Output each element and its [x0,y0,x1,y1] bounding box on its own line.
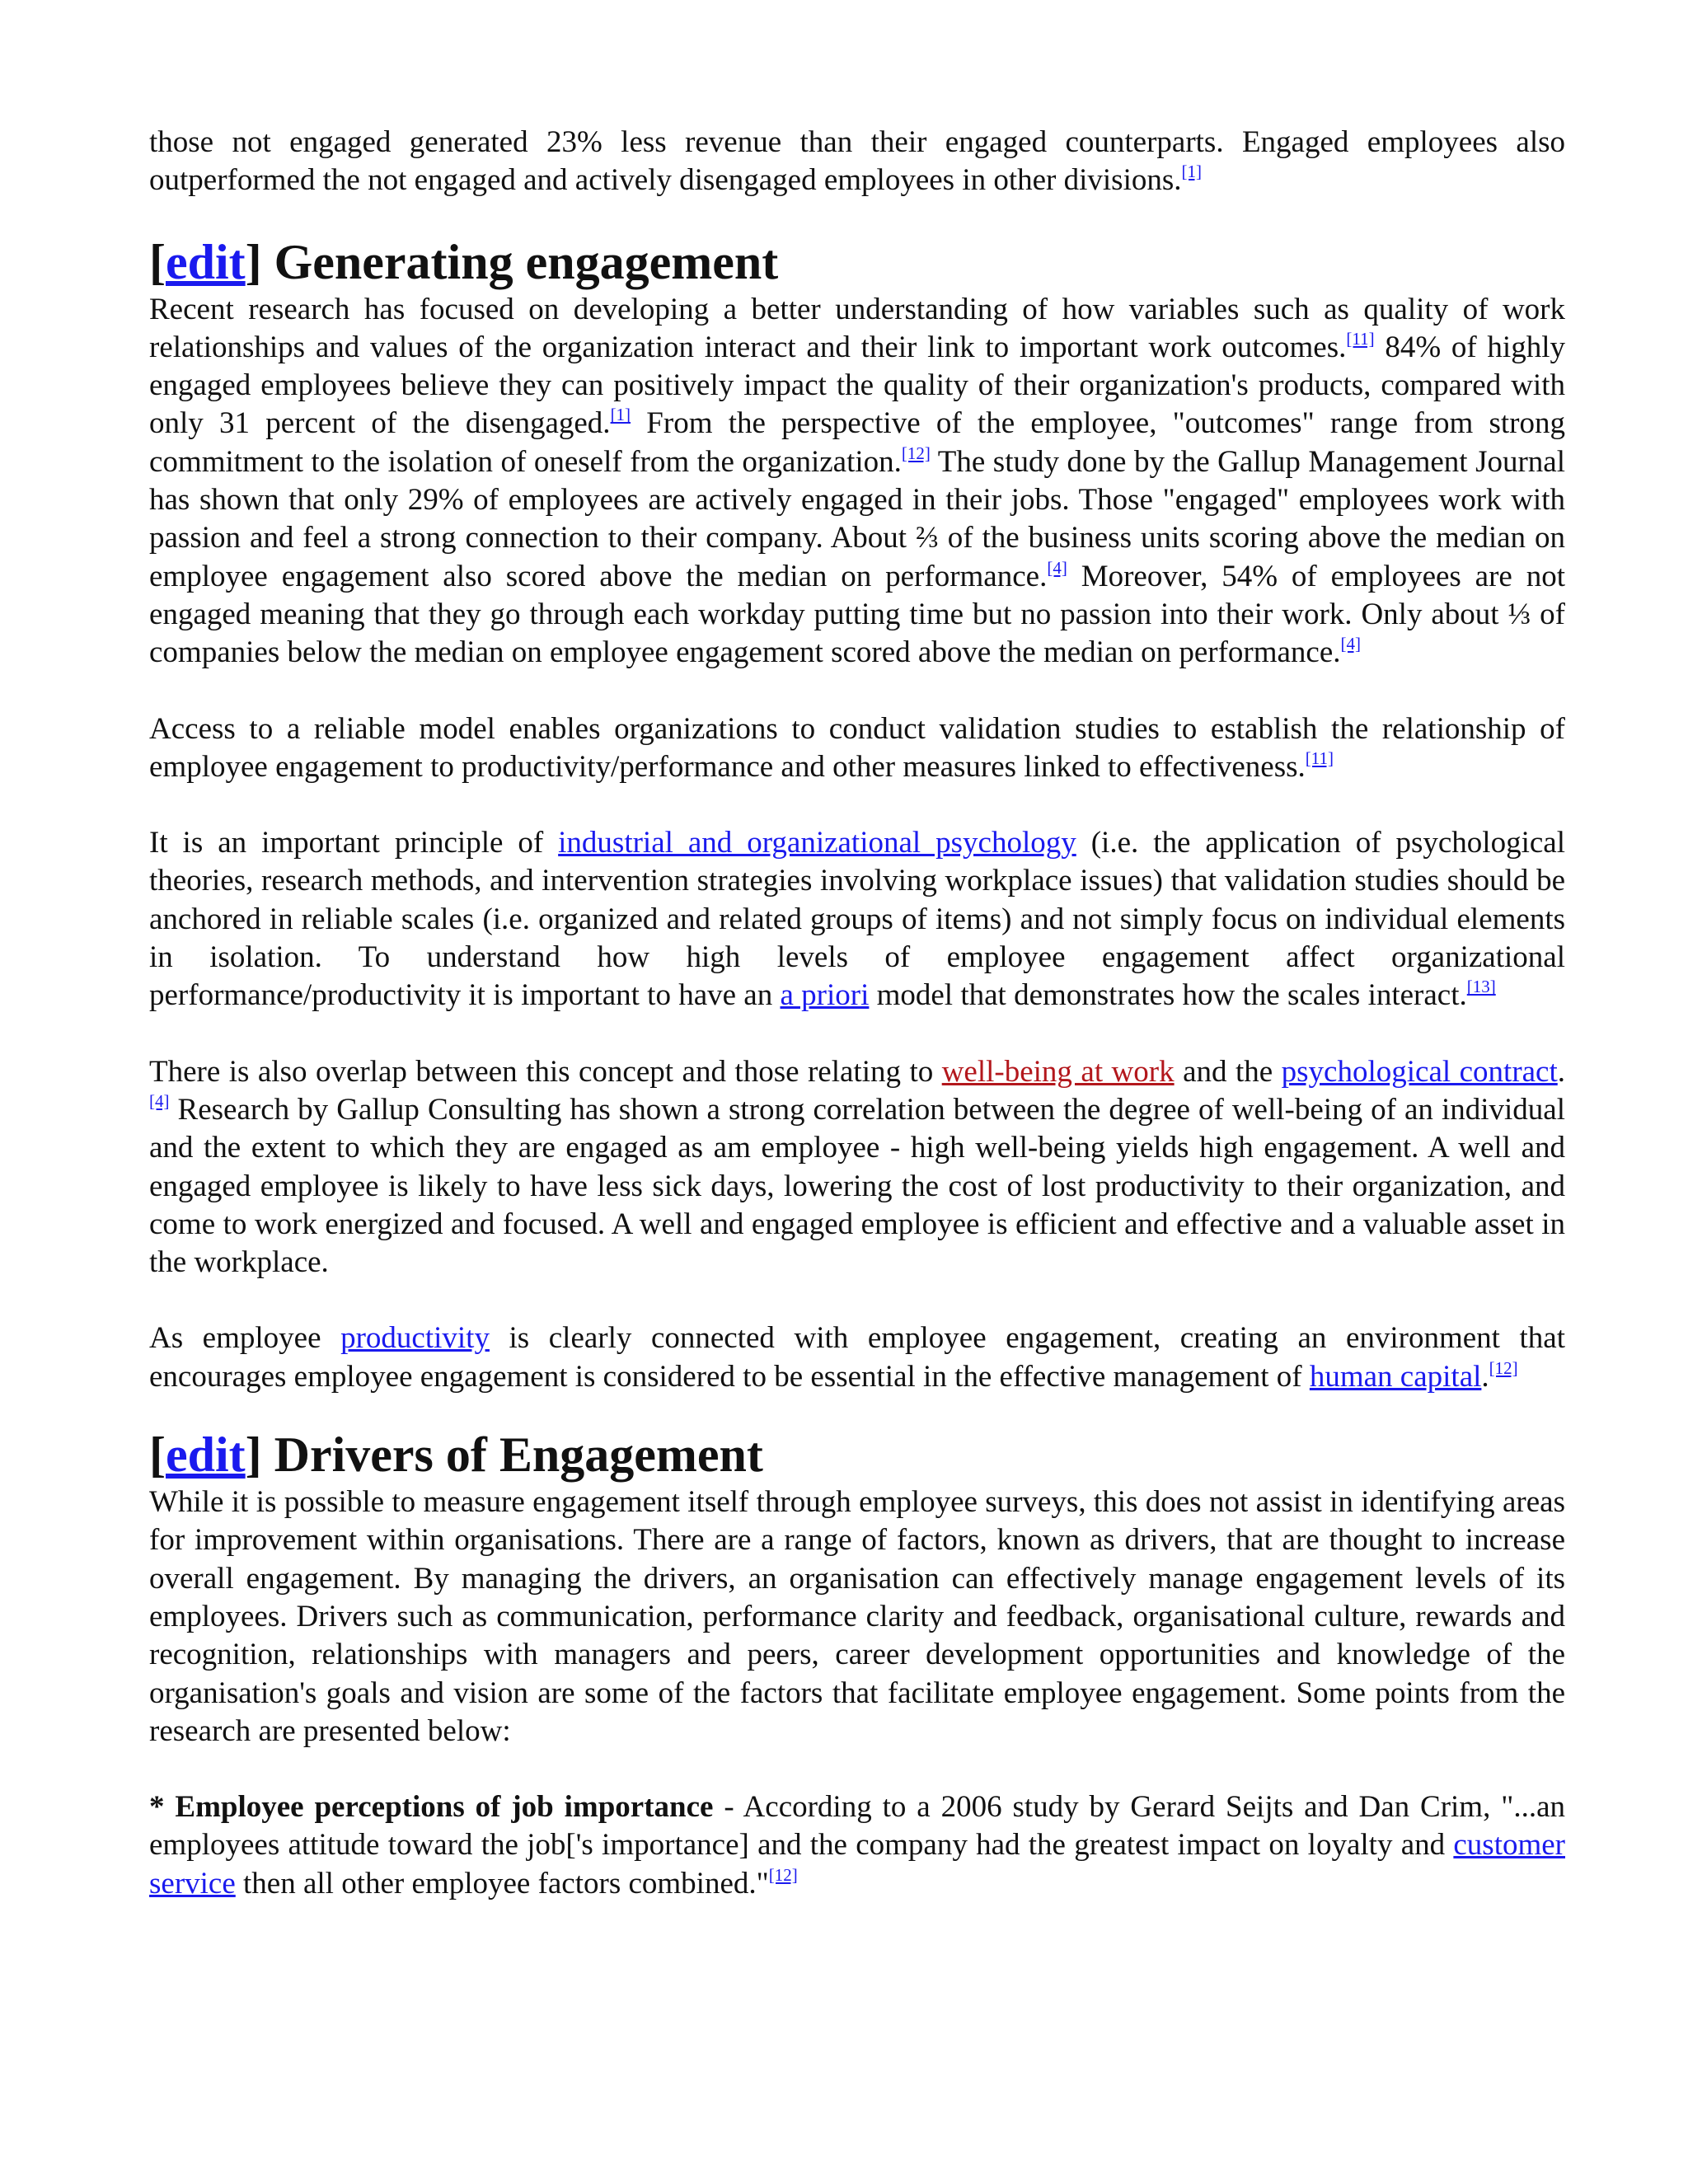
citation-link[interactable]: [13] [1466,977,1496,997]
edit-bracket-open: [ [149,234,166,289]
paragraph-model [149,710,1565,787]
citation[interactable] [1346,329,1374,349]
paragraph-drivers [149,1483,1565,1750]
paragraph-job-importance [149,1788,1565,1903]
citation-link[interactable]: [12] [901,443,931,463]
citation-link[interactable]: [1] [1181,162,1203,182]
edit-link[interactable]: edit [165,234,246,289]
paragraph-text: Access to a reliable model enables organizations to conduct validation studies to establish the relationship of employee engagement to productivity/performance and other measures linked to effectiveness. [149,711,1565,784]
edit-bracket-open: [ [149,1427,166,1483]
link-industrial-organizational-psychology[interactable]: industrial and organizational psychology [558,826,1076,860]
paragraph-text: Moreover, 54% of employees are not engaged meaning that they go through each workday putting time but no passion into their work. Only about ⅓ of companies below the median on employee engagement scored above the median on performance. [149,559,1565,670]
citation[interactable] [1489,1358,1518,1378]
link-psychological-contract[interactable]: psychological contract [1281,1054,1558,1089]
citation[interactable] [149,1091,170,1111]
citation-link[interactable]: [12] [768,1864,798,1885]
citation-link[interactable]: [11] [1305,748,1334,768]
citation-link[interactable]: [4] [149,1090,170,1111]
paragraph-principle [149,824,1565,1015]
paragraph-text: those not engaged generated 23% less revenue than their engaged counterparts. Engaged employees also outperformed the not engaged and actively disengaged employees in other divisions. [149,125,1565,198]
paragraph-text: The study done by the Gallup Management Journal has shown that only 29% of employees are actively engaged in their jobs. Those "engaged" employees work with passion and feel a strong connection to their company. About ⅔ of the business units scoring above the median on employee engagement also scored above the median on performance. [149,444,1565,593]
article-body [149,124,1565,1903]
paragraph-text: - According to a 2006 study by Gerard Seijts and Dan Crim, "...an employees attitude toward the job['s importance] and the company had the greatest impact on loyalty and [149,1790,1565,1863]
paragraph-text: (i.e. the application of psychological theories, research methods, and intervention strategies involving workplace issues) that validation studies should be anchored in reliable scales (i.e. organized and related groups of items) and not simply focus on individual elements in isolation. To understand how high levels of employee engagement affect organizational performance/productivity it is important to have an [149,826,1565,1013]
citation[interactable] [1306,748,1334,768]
citation[interactable] [769,1865,798,1885]
paragraph-text: From the perspective of the employee, "outcomes" range from strong commitment to the isolation of oneself from the organization. [149,406,1565,479]
link-well-being-at-work[interactable]: well-being at work [941,1054,1175,1089]
paragraph-text: then all other employee factors combined." [235,1866,769,1900]
section-heading-drivers-of-engagement [149,1426,1565,1483]
paragraph-productivity [149,1319,1565,1396]
section-title: Drivers of Engagement [274,1427,763,1483]
link-human-capital[interactable]: human capital [1309,1359,1482,1394]
citation[interactable] [1341,634,1362,654]
citation-link[interactable]: [4] [1047,557,1067,578]
citation[interactable] [1047,558,1067,578]
edit-link[interactable]: edit [165,1427,246,1483]
bullet-heading: * Employee perceptions of job importance [149,1790,714,1825]
citation-1[interactable] [1182,162,1203,181]
citation[interactable] [1467,977,1496,996]
edit-bracket-close: ] [245,1427,274,1483]
citation-link[interactable]: [1] [610,405,631,425]
paragraph-text: While it is possible to measure engagement itself through employee surveys, this does not assist in identifying areas for improvement within organisations. There are a range of factors, known as drivers, that are thought to increase overall engagement. By managing the drivers, an organisation can effectively manage engagement levels of its employees. Drivers such as communication, performance clarity and feedback, organisational culture, rewards and recognition, relationships with managers and peers, career development opportunities and knowledge of the organisation's goals and vision are some of the factors that facilitate employee engagement. Some points from the research are presented below: [149,1485,1565,1748]
paragraph-text: is clearly connected with employee engagement, creating an environment that encourages employee engagement is considered to be essential in the effective management of [149,1321,1565,1394]
paragraph-text: model that demonstrates how the scales interact. [869,978,1467,1013]
paragraph-text: Research by Gallup Consulting has shown a strong correlation between the degree of well-being of an individual and the extent to which they are engaged as am employee - high well-being yields high engagement. A well and engaged employee is likely to have less sick days, lowering the cost of lost productivity to their organization, and come to work energized and focused. A well and engaged employee is efficient and effective and a valuable asset in the workplace. [149,1092,1565,1280]
paragraph-text: It is an important principle of [149,826,559,860]
citation-link[interactable]: [4] [1340,634,1362,654]
paragraph-text: and the [1174,1054,1282,1089]
edit-bracket-close: ] [245,234,274,289]
paragraph-text: . [1481,1359,1489,1394]
paragraph-text: 84% of highly engaged employees believe they can positively impact the quality of their organization's products, compared with only 31 percent of the disengaged. [149,330,1565,441]
paragraph-research [149,291,1565,673]
paragraph-overlap [149,1053,1565,1282]
link-productivity[interactable]: productivity [340,1321,490,1356]
section-title: Generating engagement [274,234,779,289]
paragraph-text: As employee [149,1321,341,1356]
link-a-priori[interactable]: a priori [780,978,870,1013]
section-heading-generating-engagement [149,233,1565,291]
citation-link[interactable]: [12] [1489,1357,1518,1378]
paragraph-text: . [1557,1054,1566,1089]
link-customer-service[interactable]: customer service [149,1828,1565,1900]
citation[interactable] [902,443,931,463]
citation[interactable] [611,405,631,424]
intro-paragraph [149,124,1565,200]
paragraph-text: There is also overlap between this concept and those relating to [149,1054,942,1089]
citation-link[interactable]: [11] [1346,328,1375,349]
paragraph-text: Recent research has focused on developing a better understanding of how variables such as quality of work relationships and values of the organization interact and their link to important work outcomes. [149,292,1565,364]
